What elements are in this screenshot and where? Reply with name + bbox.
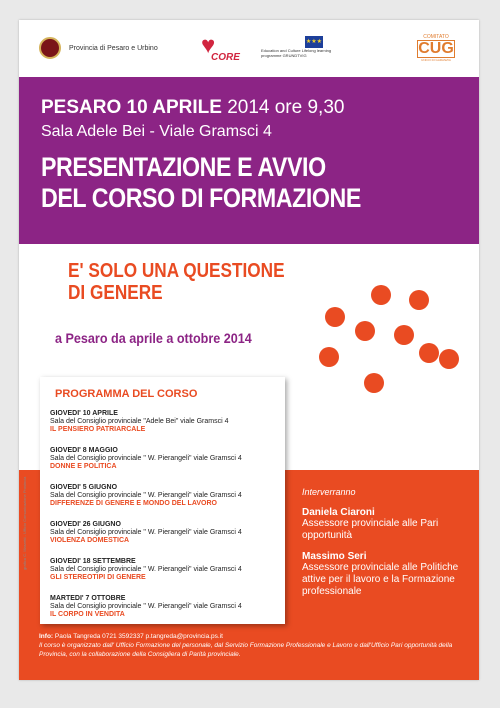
course-period: a Pesaro da aprile a ottobre 2014	[55, 330, 252, 346]
poster	[19, 20, 479, 680]
course-title	[68, 260, 285, 304]
header-band	[19, 77, 479, 244]
cug-top-text: COMITATO	[423, 34, 449, 40]
event-date-label: GIOVEDI' 10 APRILE	[50, 410, 118, 417]
event-date-label: GIOVEDI' 26 GIUGNO	[50, 521, 121, 528]
event-topic: GLI STEREOTIPI DI GENERE	[50, 574, 146, 582]
event-date	[41, 97, 344, 119]
event-place: Sala del Consiglio provinciale " W. Pierangeli" viale Gramsci 4	[50, 529, 242, 537]
cug-main-text: CUG	[418, 40, 454, 57]
event-date-label: GIOVEDI' 8 MAGGIO	[50, 447, 118, 454]
event-topic: DIFFERENZE DI GENERE E MONDO DEL LAVORO	[50, 500, 217, 508]
event-date-label: GIOVEDI' 18 SETTEMBRE	[50, 558, 136, 565]
speaker-name: Daniela Ciaroni	[302, 507, 375, 518]
dot	[439, 349, 459, 369]
province-name: Provincia di Pesaro e Urbino	[69, 44, 158, 52]
graphic-credit: grafica C. Marzetti - Ufficio Comunicazione Provincia	[22, 476, 27, 570]
program-card	[40, 377, 285, 624]
year-time: 2014 ore 9,30	[227, 97, 345, 118]
title-line-1: PRESENTAZIONE E AVVIO	[41, 152, 326, 182]
event-date-label: GIOVEDI' 5 GIUGNO	[50, 484, 118, 491]
event-topic: IL PENSIERO PATRIARCALE	[50, 426, 146, 434]
event-place: Sala del Consiglio provinciale " W. Pierangeli" viale Gramsci 4	[50, 455, 242, 463]
event-place: Sala del Consiglio provinciale " W. Pierangeli" viale Gramsci 4	[50, 603, 242, 611]
event-place: Sala del Consiglio provinciale " W. Pierangeli" viale Gramsci 4	[50, 492, 242, 500]
event-topic: IL CORPO IN VENDITA	[50, 611, 125, 619]
event-place: Sala del Consiglio provinciale "Adele Bei" viale Gramsci 4	[50, 418, 229, 426]
event-topic: DONNE E POLITICA	[50, 463, 117, 471]
heart-icon: ♥	[201, 32, 216, 59]
logo-bar	[19, 20, 479, 77]
event-title	[41, 152, 361, 214]
event-place: Sala del Consiglio provinciale " W. Pierangeli" viale Gramsci 4	[50, 566, 242, 574]
eu-logo-text: Education and Culture Lifelong learning programme GRUNDTVIG	[261, 48, 332, 58]
eu-flag-icon: ★★★	[305, 36, 323, 48]
dot	[371, 285, 391, 305]
core-logo	[197, 34, 241, 68]
cug-sub-text: UNICO DI GARANZIA	[421, 58, 451, 62]
core-logo-text: CORE	[211, 52, 240, 63]
speakers-heading: Interverranno	[302, 487, 356, 497]
title-line-2: DEL CORSO DI FORMAZIONE	[41, 183, 361, 213]
decorative-dots	[319, 285, 479, 405]
province-logo	[39, 37, 158, 59]
program-event	[50, 447, 282, 472]
dot	[409, 290, 429, 310]
info-label: Info:	[39, 633, 54, 640]
program-title: PROGRAMMA DEL CORSO	[55, 388, 198, 400]
city-date: PESARO 10 APRILE	[41, 97, 222, 118]
speaker-role: Assessore provinciale alle Pari opportunità	[302, 518, 439, 541]
event-venue: Sala Adele Bei - Viale Gramsci 4	[41, 123, 272, 140]
footer-note: Il corso è organizzato dall' Ufficio Formazione del personale, dal Servizio Formazione Professionale e Lavoro e dall'Ufficio Pari opportunità della Provincia, con la collaborazione della Consigliera di Parità provinciale.	[39, 642, 453, 658]
event-date-label: MARTEDI' 7 OTTOBRE	[50, 595, 126, 602]
cug-logo	[417, 34, 455, 62]
speakers	[302, 487, 477, 607]
program-event	[50, 558, 282, 583]
footer-text	[39, 632, 469, 659]
province-seal-icon	[39, 37, 61, 59]
dot	[394, 325, 414, 345]
event-topic: VIOLENZA DOMESTICA	[50, 537, 130, 545]
speaker-role: Assessore provinciale alle Politiche attive per il lavoro e la Formazione professionale	[302, 562, 459, 597]
program-event	[50, 484, 282, 509]
dot	[325, 307, 345, 327]
dot	[319, 347, 339, 367]
speaker-name: Massimo Seri	[302, 551, 367, 562]
dot	[419, 343, 439, 363]
dot	[355, 321, 375, 341]
program-event	[50, 595, 282, 620]
course-title-line-2: DI GENERE	[68, 282, 163, 304]
program-event	[50, 410, 282, 435]
footer	[19, 632, 479, 680]
course-title-line-1: E' SOLO UNA QUESTIONE	[68, 260, 285, 282]
info-contact: Paola Tangreda 0721 3592337 p.tangreda@provincia.ps.it	[54, 633, 223, 640]
program-event	[50, 521, 282, 546]
dot	[364, 373, 384, 393]
